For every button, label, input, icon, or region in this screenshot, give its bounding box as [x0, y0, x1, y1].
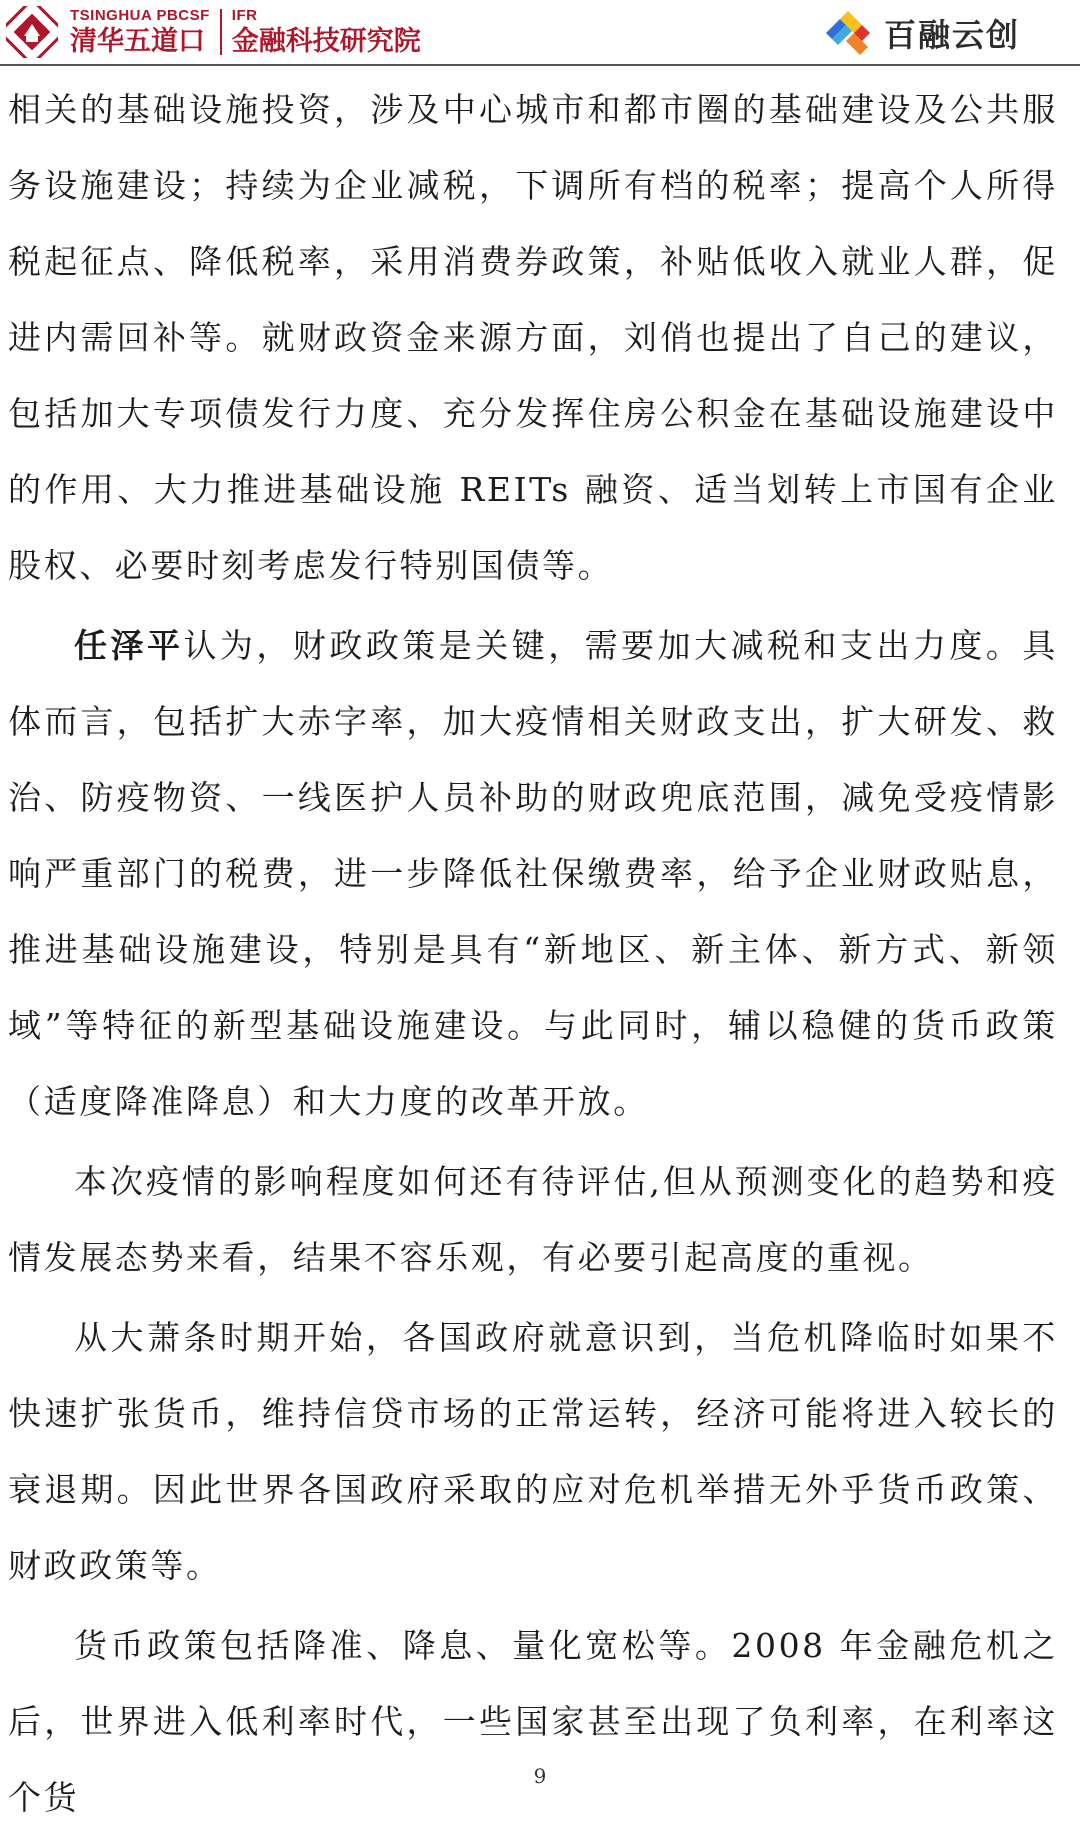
- page-header: [0, 0, 1080, 66]
- paragraph-4: 从大萧条时期开始，各国政府就意识到，当危机降临时如果不快速扩张货币，维持信贷市场的正常运转，经济可能将进入较长的衰退期。因此世界各国政府采取的应对危机举措无外乎货币政策、财政政策等。: [8, 1318, 1058, 1585]
- brand-block-pbcsf: [70, 7, 210, 57]
- bairong-diamond-icon: [822, 11, 874, 55]
- partner-name: 百融云创: [883, 17, 1020, 53]
- paragraph-5: 货币政策包括降准、降息、量化宽松等。2008 年金融危机之后，世界进入低利率时代，一些国家甚至出现了负利率，在利率这个货: [8, 1626, 1058, 1817]
- bairong-logo: [822, 8, 1020, 58]
- tsinghua-pbcsf-logo: [6, 4, 421, 60]
- tsinghua-seal-icon: [6, 6, 58, 58]
- header-rule: [0, 64, 1080, 66]
- paragraph-2: [8, 608, 1058, 1140]
- document-body: [8, 72, 1058, 1840]
- ifr-chinese: 金融科技研究院: [231, 26, 421, 56]
- brand-english: TSINGHUA PBCSF: [70, 7, 210, 24]
- paragraph-2-text: 认为，财政政策是关键，需要加大减税和支出力度。具体而言，包括扩大赤字率，加大疫情相关财政支出，扩大研发、救治、防疫物资、一线医护人员补助的财政兜底范围，减免受疫情影响严重部门的税费，进一步降低社保缴费率，给予企业财政贴息，推进基础设施建设，特别是具有“新地区、新主体、新方式、新领域”等特征的新型基础设施建设。与此同时，辅以稳健的货币政策（适度降准降息）和大力度的改革开放。: [8, 626, 1058, 1121]
- brand-chinese: 清华五道口: [70, 26, 205, 56]
- page-number: 9: [533, 1764, 547, 1788]
- paragraph-2-lead-name: 任泽平: [74, 626, 184, 665]
- brand-divider: [220, 9, 222, 55]
- ifr-english: IFR: [231, 7, 258, 24]
- brand-block-ifr: [232, 7, 421, 57]
- paragraph-1: 相关的基础设施投资，涉及中心城市和都市圈的基础建设及公共服务设施建设；持续为企业减税，下调所有档的税率；提高个人所得税起征点、降低税率，采用消费券政策，补贴低收入就业人群，促进内需回补等。就财政资金来源方面，刘俏也提出了自己的建议，包括加大专项债发行力度、充分发挥住房公积金在基础设施建设中的作用、大力推进基础设施 REITs 融资、适当划转上市国有企业股权、必要时刻考虑发行特别国债等。: [8, 90, 1058, 585]
- paragraph-3: 本次疫情的影响程度如何还有待评估,但从预测变化的趋势和疫情发展态势来看，结果不容乐观，有必要引起高度的重视。: [8, 1162, 1058, 1277]
